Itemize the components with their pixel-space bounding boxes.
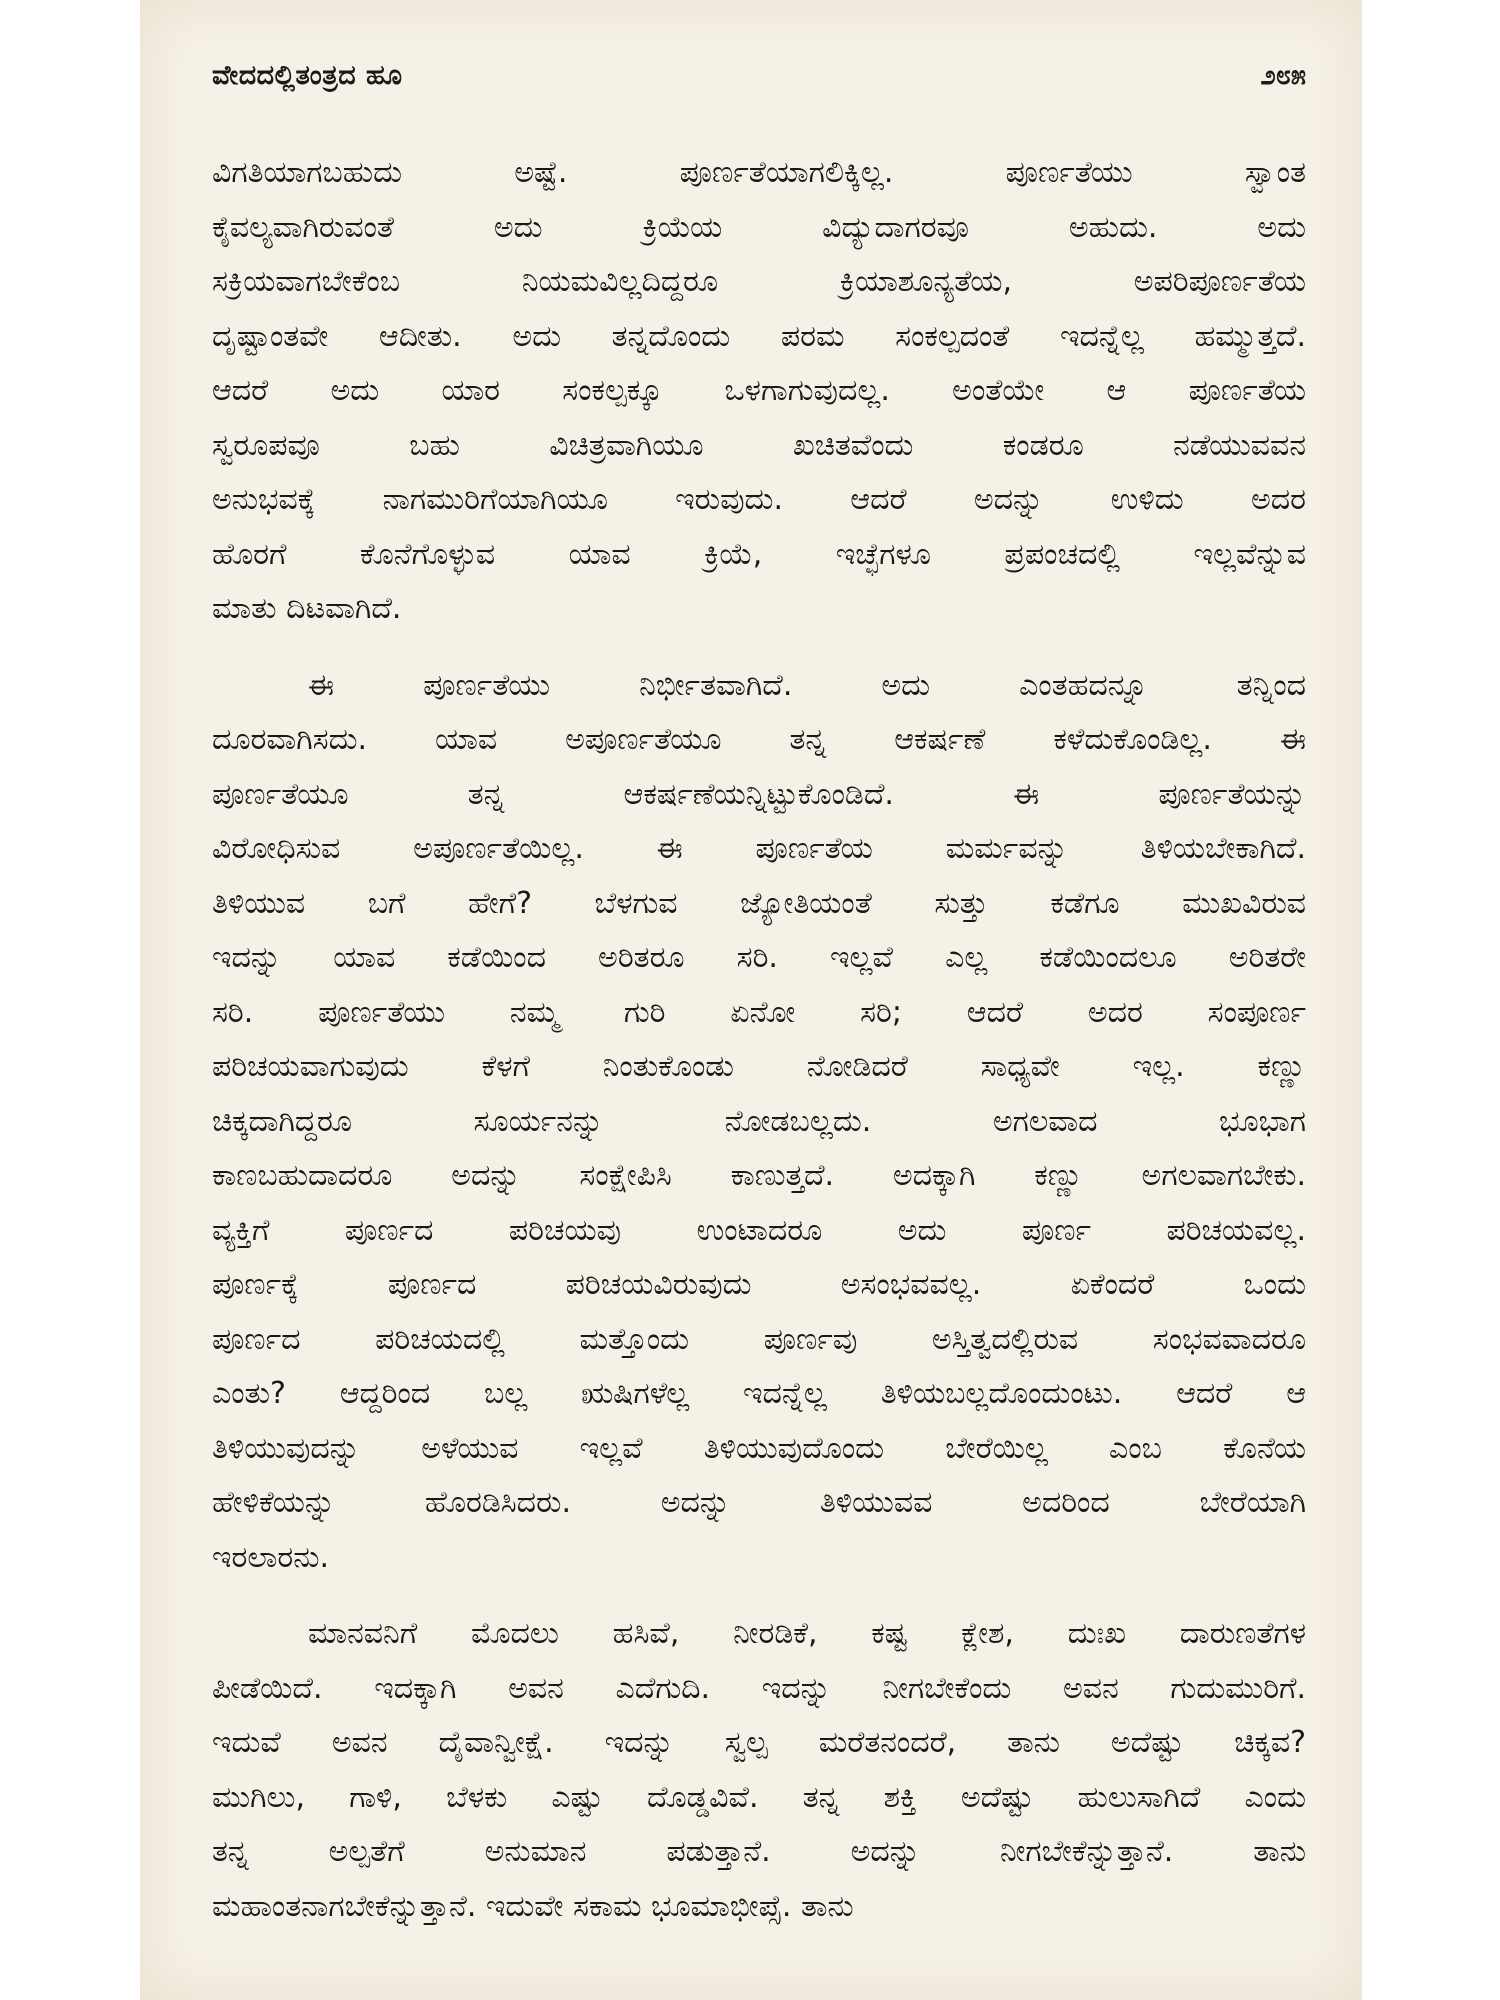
book-page — [140, 0, 1362, 2000]
text-line: ತನ್ನ ಅಲ್ಪತೆಗೆ ಅನುಮಾನ ಪಡುತ್ತಾನೆ. ಅದನ್ನು ನೀಗಬೇಕೆನ್ನುತ್ತಾನೆ. ತಾನು — [212, 1834, 1306, 1869]
text-line: ಕೈವಲ್ಯವಾಗಿರುವಂತೆ ಅದು ಕ್ರಿಯೆಯ ವಿದ್ಯುದಾಗರವೂ ಅಹುದು. ಅದು — [212, 209, 1306, 245]
text-line: ಪೂರ್ಣದ ಪರಿಚಯದಲ್ಲಿ ಮತ್ತೊಂದು ಪೂರ್ಣವು ಅಸ್ತಿತ್ವದಲ್ಲಿರುವ ಸಂಭವವಾದರೂ — [212, 1321, 1306, 1357]
paragraph — [212, 1607, 1306, 1934]
running-header — [212, 56, 1306, 96]
text-line: ಪರಿಚಯವಾಗುವುದು ಕೆಳಗೆ ನಿಂತುಕೊಂಡು ನೋಡಿದರೆ ಸಾಧ್ಯವೇ ಇಲ್ಲ. ಕಣ್ಣು — [212, 1049, 1306, 1084]
text-line: ಪೂರ್ಣತೆಯೂ ತನ್ನ ಆಕರ್ಷಣೆಯನ್ನಿಟ್ಟುಕೊಂಡಿದೆ. ಈ ಪೂರ್ಣತೆಯನ್ನು — [212, 776, 1306, 812]
text-line: ಎಂತು? ಆದ್ದರಿಂದ ಬಲ್ಲ ಋಷಿಗಳೆಲ್ಲ ಇದನ್ನೆಲ್ಲ ತಿಳಿಯಬಲ್ಲದೊಂದುಂಟು. ಆದರೆ ಆ — [212, 1376, 1306, 1411]
text-line: ವ್ಯಕ್ತಿಗೆ ಪೂರ್ಣದ ಪರಿಚಯವು ಉಂಟಾದರೂ ಅದು ಪೂರ್ಣ ಪರಿಚಯವಲ್ಲ. — [212, 1212, 1306, 1248]
text-line: ಪೂರ್ಣಕ್ಕೆ ಪೂರ್ಣದ ಪರಿಚಯವಿರುವುದು ಅಸಂಭವವಲ್ಲ. ಏಕೆಂದರೆ ಒಂದು — [212, 1267, 1306, 1302]
text-line: ಸರಿ. ಪೂರ್ಣತೆಯು ನಮ್ಮ ಗುರಿ ಏನೋ ಸರಿ; ಆದರೆ ಅದರ ಸಂಪೂರ್ಣ — [212, 994, 1306, 1030]
text-line: ಮಾತು ದಿಟವಾಗಿದೆ. — [212, 591, 402, 626]
body-text — [212, 146, 1306, 1934]
text-line: ವಿರೋಧಿಸುವ ಅಪೂರ್ಣತೆಯಿಲ್ಲ. ಈ ಪೂರ್ಣತೆಯ ಮರ್ಮವನ್ನು ತಿಳಿಯಬೇಕಾಗಿದೆ. — [212, 831, 1306, 866]
text-line: ದೂರವಾಗಿಸದು. ಯಾವ ಅಪೂರ್ಣತೆಯೂ ತನ್ನ ಆಕರ್ಷಣೆ ಕಳೆದುಕೊಂಡಿಲ್ಲ. ಈ — [212, 722, 1306, 757]
text-line: ಮುಗಿಲು, ಗಾಳಿ, ಬೆಳಕು ಎಷ್ಟು ದೊಡ್ಡವಿವೆ. ತನ್ನ ಶಕ್ತಿ ಅದೆಷ್ಟು ಹುಲುಸಾಗಿದೆ ಎಂದು — [212, 1779, 1306, 1815]
text-line: ಆದರೆ ಅದು ಯಾರ ಸಂಕಲ್ಪಕ್ಕೂ ಒಳಗಾಗುವುದಲ್ಲ. ಅಂತೆಯೇ ಆ ಪೂರ್ಣತೆಯ — [212, 373, 1306, 408]
paragraph — [212, 146, 1306, 637]
chapter-title: ವೇದದಲ್ಲಿತಂತ್ರದ ಹೂ — [212, 60, 403, 91]
text-line: ಅನುಭವಕ್ಕೆ ನಾಗಮುರಿಗೆಯಾಗಿಯೂ ಇರುವುದು. ಆದರೆ ಅದನ್ನು ಉಳಿದು ಅದರ — [212, 482, 1306, 517]
text-line: ಇರಲಾರನು. — [212, 1539, 330, 1575]
text-line: ಮಹಾಂತನಾಗಬೇಕೆನ್ನುತ್ತಾನೆ. ಇದುವೇ ಸಕಾಮ ಭೂಮಾಭೀಪ್ಸೆ. ತಾನು — [212, 1888, 854, 1924]
text-line: ಪೀಡೆಯಿದೆ. ಇದಕ್ಕಾಗಿ ಅವನ ಎದೆಗುದಿ. ಇದನ್ನು ನೀಗಬೇಕೆಂದು ಅವನ ಗುದುಮುರಿಗೆ. — [212, 1670, 1306, 1706]
text-line: ಹೊರಗೆ ಕೊನೆಗೊಳ್ಳುವ ಯಾವ ಕ್ರಿಯೆ, ಇಚ್ಛೆಗಳೂ ಪ್ರಪಂಚದಲ್ಲಿ ಇಲ್ಲವೆನ್ನುವ — [212, 536, 1306, 572]
text-line: ಇದುವೆ ಅವನ ದೈವಾನ್ವೀಕ್ಷೆ. ಇದನ್ನು ಸ್ವಲ್ಪ ಮರೆತನಂದರೆ, ತಾನು ಅದೆಷ್ಟು ಚಿಕ್ಕವ? — [212, 1725, 1306, 1760]
text-line: ಹೇಳಿಕೆಯನ್ನು ಹೊರಡಿಸಿದರು. ಅದನ್ನು ತಿಳಿಯುವವ ಅದರಿಂದ ಬೇರೆಯಾಗಿ — [212, 1485, 1306, 1520]
text-line: ಚಿಕ್ಕದಾಗಿದ್ದರೂ ಸೂರ್ಯನನ್ನು ನೋಡಬಲ್ಲದು. ಅಗಲವಾದ ಭೂಭಾಗ — [212, 1103, 1306, 1139]
paragraph — [212, 659, 1306, 1586]
text-line: ತಿಳಿಯುವುದನ್ನು ಅಳೆಯುವ ಇಲ್ಲವೆ ತಿಳಿಯುವುದೊಂದು ಬೇರೆಯಿಲ್ಲ ಎಂಬ ಕೊನೆಯ — [212, 1430, 1306, 1466]
text-line: ಇದನ್ನು ಯಾವ ಕಡೆಯಿಂದ ಅರಿತರೂ ಸರಿ. ಇಲ್ಲವೆ ಎಲ್ಲ ಕಡೆಯಿಂದಲೂ ಅರಿತರೇ — [212, 940, 1306, 975]
text-line: ಈ ಪೂರ್ಣತೆಯು ನಿರ್ಭೀತವಾಗಿದೆ. ಅದು ಎಂತಹದನ್ನೂ ತನ್ನಿಂದ — [308, 667, 1306, 703]
page-number: ೨೮೫ — [1260, 60, 1306, 91]
text-line: ಮಾನವನಿಗೆ ಮೊದಲು ಹಸಿವೆ, ನೀರಡಿಕೆ, ಕಷ್ಟ ಕ್ಲೇಶ, ದುಃಖ ದಾರುಣತೆಗಳ — [308, 1616, 1306, 1651]
text-line: ಸಕ್ರಿಯವಾಗಬೇಕೆಂಬ ನಿಯಮವಿಲ್ಲದಿದ್ದರೂ ಕ್ರಿಯಾಶೂನ್ಯತೆಯ, ಅಪರಿಪೂರ್ಣತೆಯ — [212, 264, 1306, 299]
text-line: ವಿಗತಿಯಾಗಬಹುದು ಅಷ್ಟೆ. ಪೂರ್ಣತೆಯಾಗಲಿಕ್ಕಿಲ್ಲ. ಪೂರ್ಣತೆಯು ಸ್ವಾಂತ — [212, 155, 1306, 190]
text-line: ಸ್ವರೂಪವೂ ಬಹು ವಿಚಿತ್ರವಾಗಿಯೂ ಖಚಿತವೆಂದು ಕಂಡರೂ ನಡೆಯುವವನ — [212, 427, 1306, 463]
text-line: ಕಾಣಬಹುದಾದರೂ ಅದನ್ನು ಸಂಕ್ಷೇಪಿಸಿ ಕಾಣುತ್ತದೆ. ಅದಕ್ಕಾಗಿ ಕಣ್ಣು ಅಗಲವಾಗಬೇಕು. — [212, 1158, 1306, 1193]
text-line: ದೃಷ್ಟಾಂತವೇ ಆದೀತು. ಅದು ತನ್ನದೊಂದು ಪರಮ ಸಂಕಲ್ಪದಂತೆ ಇದನ್ನೆಲ್ಲ ಹಮ್ಮುತ್ತದೆ. — [212, 318, 1306, 354]
text-line: ತಿಳಿಯುವ ಬಗೆ ಹೇಗೆ? ಬೆಳಗುವ ಜ್ಯೋತಿಯಂತೆ ಸುತ್ತು ಕಡೆಗೂ ಮುಖವಿರುವ — [212, 885, 1306, 921]
